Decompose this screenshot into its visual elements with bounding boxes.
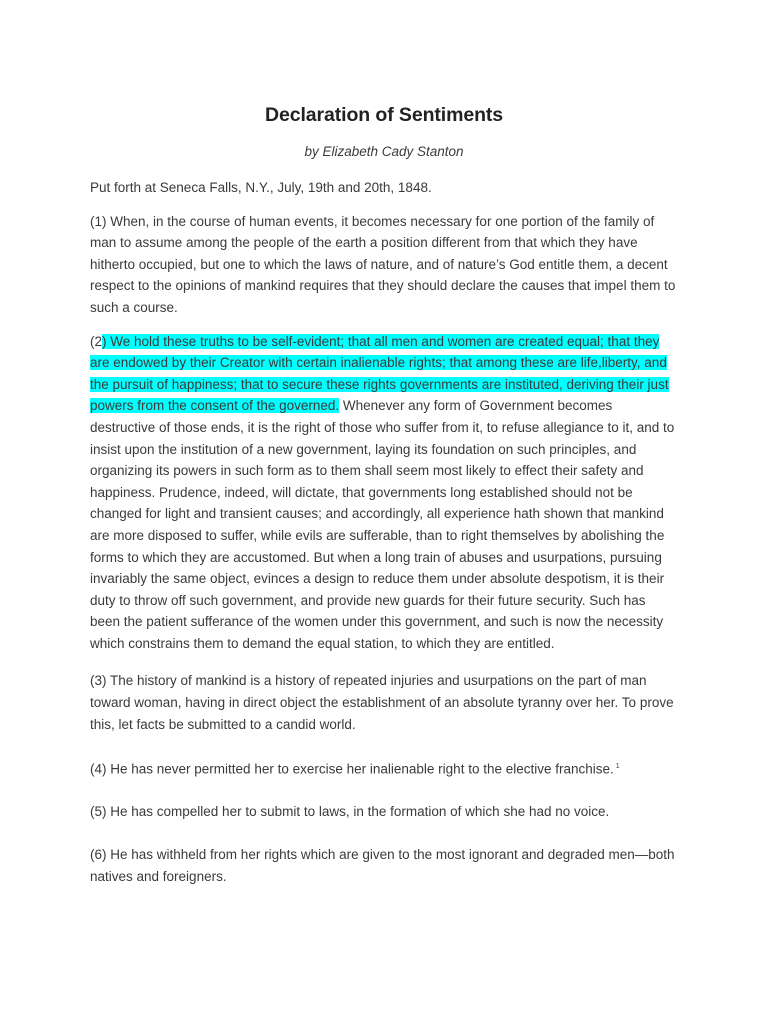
paragraph-4-text: (4) He has never permitted her to exercise her inalienable right to the elective franchise. <box>90 761 614 777</box>
footnote-marker[interactable]: 1 <box>615 763 620 771</box>
intro-paragraph: Put forth at Seneca Falls, N.Y., July, 19th and 20th, 1848. <box>90 180 432 195</box>
paragraph-2-prefix: (2 <box>90 333 103 349</box>
paragraph-6: (6) He has withheld from her rights which are given to the most ignorant and degraded men—both natives and foreigners. <box>90 846 675 884</box>
highlighted-text[interactable]: ) We hold these truths to be self-evident; that all men and women are created equal; that they are endowed by their Creator with certain inalienable rights; that among these are life,liberty, and the pursuit of happiness; that to secure these rights governments are instituted, deriving their just powers from the consent of the governed. <box>90 333 669 414</box>
paragraph-4 <box>90 756 678 780</box>
author-byline: by Elizabeth Cady Stanton <box>304 144 464 159</box>
paragraph-3: (3) The history of mankind is a history of repeated injuries and usurpations on the part of man toward woman, having in direct object the establishment of an absolute tyranny over her. To prove this, let facts be submitted to a candid world. <box>90 673 674 732</box>
paragraph-2 <box>90 331 678 655</box>
paragraph-2-rest: Whenever any form of Government becomes destructive of those ends, it is the right of those who suffer from it, to refuse allegiance to it, and to insist upon the institution of a new government, laying its foundation on such principles, and organizing its powers in such form as to them shall seem most likely to effect their safety and happiness. Prudence, indeed, will dictate, that governments long established should not be changed for light and transient causes; and accordingly, all experience hath shown that mankind are more disposed to suffer, while evils are sufferable, than to right themselves by abolishing the forms to which they are accustomed. But when a long train of abuses and usurpations, pursuing invariably the same object, evinces a design to reduce them under absolute despotism, it is their duty to throw off such government, and provide new guards for their future security. Such has been the patient sufferance of the women under this government, and such is now the necessity which constrains them to demand the equal station, to which they are entitled. <box>90 398 675 651</box>
document-title: Declaration of Sentiments <box>264 104 504 126</box>
paragraph-1: (1) When, in the course of human events, it becomes necessary for one portion of the family of man to assume among the people of the earth a position different from that which they have hitherto occupied, but one to which the laws of nature, and of nature’s God entitle them, a decent respect to the opinions of mankind requires that they should declare the causes that impel them to such a course. <box>90 213 676 315</box>
paragraph-5: (5) He has compelled her to submit to laws, in the formation of which she had no voice. <box>90 804 610 820</box>
